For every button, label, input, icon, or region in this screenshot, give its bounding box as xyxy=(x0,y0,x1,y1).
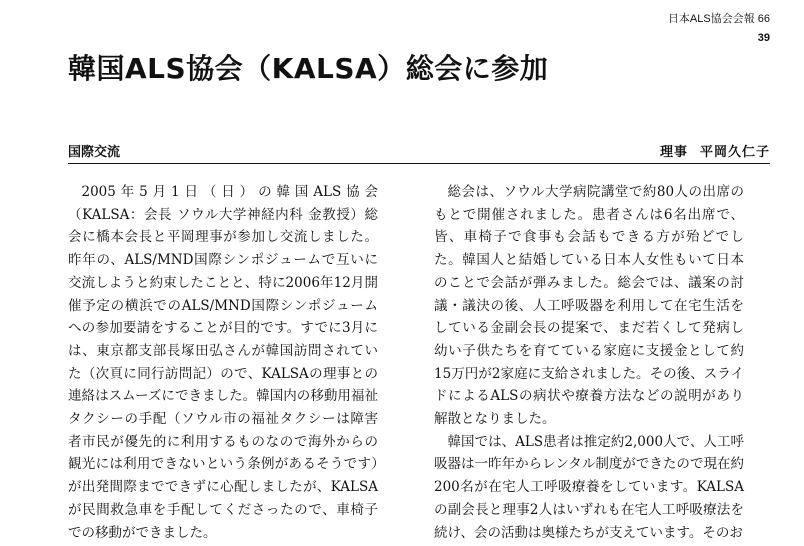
page-number: 39 xyxy=(757,32,770,44)
journal-header xyxy=(668,10,770,48)
section-label: 国際交流 xyxy=(68,145,121,160)
body-paragraph: 2005年5月1日（日）の韓国ALS協会（KALSA：会長 ソウル大学神経内科 金教授）総会に橋本会長と平岡理事が参加し交流しました。昨年の、ALS/MND国際シンポジュームで互いに交流しようと約束したことと、特に2006年12月開催予定の横浜でのALS/MND国際シンポジュームへの参加要請をすることが目的です。すでに3月には、東京都支部長塚田弘さんが韓国訪問されていた（次頁に同行訪問記）ので、KALSAの理事との連絡はスムーズにできました。韓国内の移動用福祉タクシーの手配（ソウル市の福祉タクシーは障害者市民が優先的に利用するものなので海外からの観光には利用できないという条例があるそうです）が出発間際までできずに心配しましたが、KALSAが民間救急車を手配してくださったので、車椅子での移動ができました。 xyxy=(68,184,378,541)
left-column xyxy=(68,181,378,544)
author-name: 平岡久仁子 xyxy=(699,145,770,160)
body-paragraph: 総会は、ソウル大学病院講堂で約80人の出席のもとで開催されました。患者さんは6名出席で、皆、車椅子で食事も会話もできる方が殆どでした。韓国人と結婚している日本人女性もいて日本のことで会話が弾みました。総会では、議案の討議・議決の後、人工呼吸器を利用して在宅生活をしている金副会長の提案で、まだ若くして発病し幼い子供たちを育てている家庭に支援金として約15万円が2家庭に支給されました。その後、スライドによるALSの病状や療養方法などの説明があり解散となりました。 xyxy=(434,184,744,428)
journal-title: 日本ALS協会会報 66 xyxy=(667,13,770,25)
author-byline xyxy=(648,141,770,160)
article-title: 韓国ALS協会（KALSA）総会に参加 xyxy=(68,52,549,85)
author-role: 理事 xyxy=(659,145,688,160)
section-bar xyxy=(68,141,770,164)
body-paragraph: 韓国では、ALS患者は推定約2,000人で、人工呼吸器は一昨年からレンタル制度ができたので現在約200名が在宅人工呼吸療養をしています。KALSAの副会長と理事2人はいずれも在宅人工呼吸療法を続け、会の活動は奥様たちが支えています。そのお xyxy=(434,433,744,541)
right-column xyxy=(434,181,744,544)
